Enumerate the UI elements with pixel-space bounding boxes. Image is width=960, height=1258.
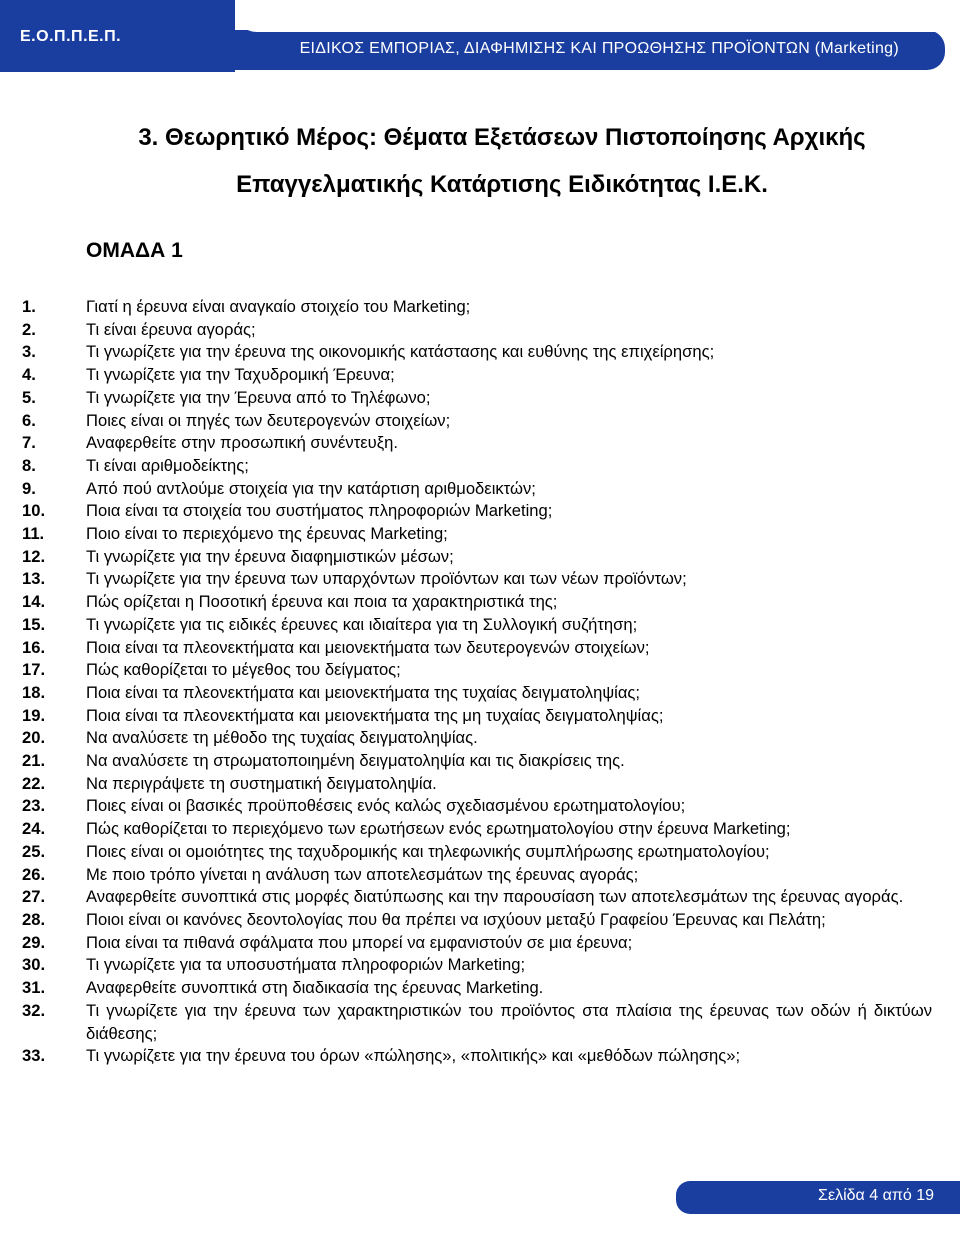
question-item [22, 795, 932, 818]
page-title-line1: 3. Θεωρητικό Μέρος: Θέματα Εξετάσεων Πιστοποίησης Αρχικής [138, 124, 866, 151]
question-item [22, 886, 932, 909]
question-number: 12. [22, 546, 46, 566]
question-number: 14. [22, 592, 46, 612]
question-item [22, 364, 932, 387]
question-text: Από πού αντλούμε στοιχεία για την κατάρτιση αριθμοδεικτών; [86, 478, 536, 498]
question-number: 17. [22, 660, 46, 680]
question-number: 33. [22, 1046, 46, 1066]
question-text: Να αναλύσετε τη μέθοδο της τυχαίας δειγματοληψίας. [86, 728, 478, 748]
page-title-line2: Επαγγελματικής Κατάρτισης Ειδικότητας Ι.Ε.Κ. [236, 171, 768, 198]
question-text: Τι γνωρίζετε για την έρευνα του όρων «πώλησης», «πολιτικής» και «μεθόδων πώλησης»; [86, 1046, 741, 1066]
header-org-band [0, 0, 235, 72]
question-item [22, 296, 932, 319]
question-number: 6. [22, 410, 36, 430]
question-number: 18. [22, 682, 46, 702]
question-number: 4. [22, 365, 36, 385]
question-text: Ποιες είναι οι βασικές προϋποθέσεις ενός καλώς σχεδιασμένου ερωτηματολογίου; [86, 796, 686, 816]
question-number: 25. [22, 841, 46, 861]
question-item [22, 387, 932, 410]
question-number: 7. [22, 433, 36, 453]
question-number: 8. [22, 455, 36, 475]
question-text: Ποιες είναι οι ομοιότητες της ταχυδρομικής και τηλεφωνικής συμπλήρωσης ερωτηματολογίου; [86, 841, 770, 861]
question-text: Να περιγράψετε τη συστηματική δειγματοληψία. [86, 773, 437, 793]
question-item [22, 727, 932, 750]
question-text: Αναφερθείτε συνοπτικά στις μορφές διατύπωσης και την παρουσίαση των αποτελεσμάτων της έρευνας αγοράς. [86, 887, 904, 907]
question-text: Ποια είναι τα πλεονεκτήματα και μειονεκτήματα των δευτερογενών στοιχείων; [86, 637, 650, 657]
question-item [22, 637, 932, 660]
question-item [22, 682, 932, 705]
question-item [22, 1000, 932, 1045]
question-number: 10. [22, 501, 46, 521]
question-number: 32. [22, 1000, 46, 1020]
group-heading: ΟΜΑΔΑ 1 [86, 239, 183, 262]
question-text: Αναφερθείτε συνοπτικά στη διαδικασία της έρευνας Marketing. [86, 978, 544, 998]
question-text: Τι είναι έρευνα αγοράς; [86, 319, 256, 339]
question-text: Ποιοι είναι οι κανόνες δεοντολογίας που θα πρέπει να ισχύουν μεταξύ Γραφείου Έρευνας και Πελάτη; [86, 909, 826, 929]
question-number: 15. [22, 614, 46, 634]
question-number: 1. [22, 297, 36, 316]
question-item [22, 319, 932, 342]
question-number: 2. [22, 319, 36, 339]
question-number: 26. [22, 864, 46, 884]
page-header [0, 0, 960, 72]
question-number: 9. [22, 478, 36, 498]
question-text: Τι γνωρίζετε για την έρευνα των υπαρχόντων προϊόντων και των νέων προϊόντων; [86, 569, 687, 589]
page-footer [676, 1181, 960, 1214]
question-number: 19. [22, 705, 46, 725]
question-number: 29. [22, 932, 46, 952]
question-number: 11. [22, 524, 45, 544]
question-text: Τι γνωρίζετε για την έρευνα διαφημιστικών μέσων; [86, 546, 454, 566]
question-text: Τι γνωρίζετε για τα υποσυστήματα πληροφοριών Marketing; [86, 955, 526, 975]
question-text: Ποια είναι τα πιθανά σφάλματα που μπορεί να εμφανιστούν σε μια έρευνα; [86, 932, 633, 952]
question-item [22, 932, 932, 955]
question-text: Τι γνωρίζετε για τις ειδικές έρευνες και ιδιαίτερα για τη Συλλογική συζήτηση; [86, 614, 638, 634]
question-text: Ποιο είναι το περιεχόμενο της έρευνας Marketing; [86, 524, 448, 544]
question-item [22, 546, 932, 569]
header-org: Ε.Ο.Π.Π.Ε.Π. [20, 28, 122, 45]
question-number: 3. [22, 342, 36, 362]
header-specialty: ΕΙΔΙΚΟΣ ΕΜΠΟΡΙΑΣ, ΔΙΑΦΗΜΙΣΗΣ ΚΑΙ ΠΡΟΩΘΗΣΗΣ ΠΡΟΪΟΝΤΩΝ (Marketing) [299, 40, 899, 57]
question-item [22, 341, 932, 364]
question-item [22, 1045, 932, 1068]
question-text: Πώς καθορίζεται το μέγεθος του δείγματος; [86, 660, 401, 680]
page-number: Σελίδα 4 από 19 [818, 1187, 934, 1204]
question-item [22, 841, 932, 864]
question-number: 31. [22, 978, 46, 998]
question-list [22, 296, 932, 1068]
question-item [22, 818, 932, 841]
question-text: Με ποιο τρόπο γίνεται η ανάλυση των αποτελεσμάτων της έρευνας αγοράς; [86, 864, 639, 884]
question-item [22, 568, 932, 591]
question-item [22, 478, 932, 501]
question-text: Αναφερθείτε στην προσωπική συνέντευξη. [86, 433, 399, 453]
question-text: Τι γνωρίζετε για την Έρευνα από το Τηλέφωνο; [86, 387, 431, 407]
question-text: Ποια είναι τα πλεονεκτήματα και μειονεκτήματα της μη τυχαίας δειγματοληψίας; [86, 705, 664, 725]
question-text: Τι γνωρίζετε για την Ταχυδρομική Έρευνα; [86, 365, 395, 385]
question-text: Γιατί η έρευνα είναι αναγκαίο στοιχείο του Marketing; [86, 297, 471, 316]
question-number: 5. [22, 387, 36, 407]
question-text: Πώς ορίζεται η Ποσοτική έρευνα και ποια τα χαρακτηριστικά της; [86, 592, 558, 612]
question-text: Να αναλύσετε τη στρωματοποιημένη δειγματοληψία και τις διακρίσεις της. [86, 751, 625, 771]
question-item [22, 773, 932, 796]
question-item [22, 659, 932, 682]
question-text: Τι γνωρίζετε για την έρευνα των χαρακτηριστικών του προϊόντος στα πλαίσια της έρευνας των οδών ή δικτύων διάθεσης; [86, 1000, 932, 1043]
question-item [22, 500, 932, 523]
question-number: 23. [22, 796, 46, 816]
question-item [22, 455, 932, 478]
question-number: 24. [22, 819, 46, 839]
question-text: Ποιες είναι οι πηγές των δευτερογενών στοιχείων; [86, 410, 451, 430]
question-item [22, 750, 932, 773]
question-text: Τι γνωρίζετε για την έρευνα της οικονομικής κατάστασης και ευθύνης της επιχείρησης; [86, 342, 715, 362]
question-text: Ποια είναι τα στοιχεία του συστήματος πληροφοριών Marketing; [86, 501, 553, 521]
header-curve-cutout [235, 0, 960, 32]
question-item [22, 410, 932, 433]
question-item [22, 909, 932, 932]
question-item [22, 954, 932, 977]
question-number: 13. [22, 569, 46, 589]
question-item [22, 977, 932, 1000]
question-number: 27. [22, 887, 46, 907]
question-number: 28. [22, 909, 46, 929]
question-item [22, 523, 932, 546]
question-number: 22. [22, 773, 46, 793]
question-text: Ποια είναι τα πλεονεκτήματα και μειονεκτήματα της τυχαίας δειγματοληψίας; [86, 682, 641, 702]
question-item [22, 864, 932, 887]
question-number: 20. [22, 728, 46, 748]
question-number: 21. [22, 751, 46, 771]
question-item [22, 705, 932, 728]
question-item [22, 591, 932, 614]
question-number: 30. [22, 955, 46, 975]
question-item [22, 432, 932, 455]
question-item [22, 614, 932, 637]
question-text: Πώς καθορίζεται το περιεχόμενο των ερωτήσεων ενός ερωτηματολογίου στην έρευνα Marketing; [86, 819, 791, 839]
question-number: 16. [22, 637, 46, 657]
question-text: Τι είναι αριθμοδείκτης; [86, 455, 249, 475]
